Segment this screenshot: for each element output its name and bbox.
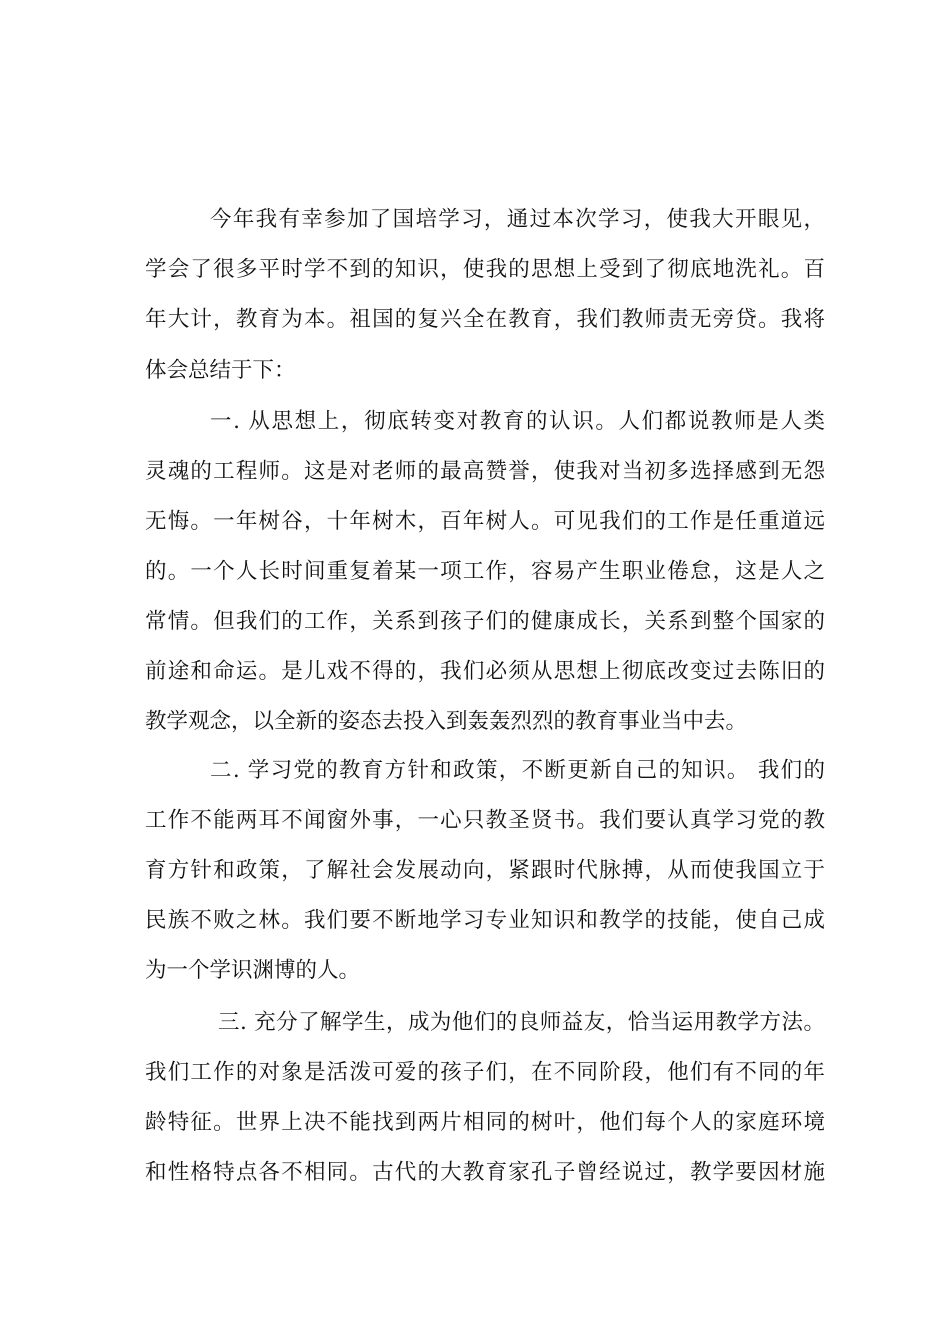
text-line: 工作不能两耳不闻窗外事，一心只教圣贤书。我们要认真学习党的教	[145, 808, 825, 833]
text-line: 三. 充分了解学生，成为他们的良师益友，恰当运用教学方法。	[218, 1010, 825, 1035]
text-line: 体会总结于下：	[145, 358, 296, 383]
text-line: 教学观念，以全新的姿态去投入到轰轰烈烈的教育事业当中去。	[145, 709, 748, 734]
text-line: 民族不败之林。我们要不断地学习专业知识和教学的技能，使自己成	[145, 908, 825, 933]
text-line: 和性格特点各不相同。古代的大教育家孔子曾经说过，教学要因材施	[145, 1160, 825, 1185]
text-line: 为一个学识渊博的人。	[145, 958, 361, 983]
text-line: 前途和命运。是儿戏不得的，我们必须从思想上彻底改变过去陈旧的	[145, 659, 825, 684]
text-line: 年大计，教育为本。祖国的复兴全在教育，我们教师责无旁贷。我将	[145, 307, 825, 332]
text-line: 二. 学习党的教育方针和政策，不断更新自己的知识。 我们的	[210, 758, 825, 783]
text-line: 灵魂的工程师。这是对老师的最高赞誉，使我对当初多选择感到无怨	[145, 459, 825, 484]
text-line: 的。一个人长时间重复着某一项工作，容易产生职业倦怠，这是人之	[145, 559, 825, 584]
text-line: 无悔。一年树谷，十年树木，百年树人。可见我们的工作是任重道远	[145, 509, 825, 534]
text-line: 学会了很多平时学不到的知识，使我的思想上受到了彻底地洗礼。百	[145, 257, 825, 282]
text-line: 我们工作的对象是活泼可爱的孩子们，在不同阶段，他们有不同的年	[145, 1060, 825, 1085]
text-line: 今年我有幸参加了国培学习，通过本次学习，使我大开眼见，	[210, 207, 825, 232]
text-line: 育方针和政策，了解社会发展动向，紧跟时代脉搏，从而使我国立于	[145, 858, 825, 883]
text-line: 一. 从思想上，彻底转变对教育的认识。人们都说教师是人类	[210, 409, 825, 434]
text-line: 龄特征。世界上决不能找到两片相同的树叶，他们每个人的家庭环境	[145, 1110, 825, 1135]
text-line: 常情。但我们的工作，关系到孩子们的健康成长，关系到整个国家的	[145, 609, 825, 634]
